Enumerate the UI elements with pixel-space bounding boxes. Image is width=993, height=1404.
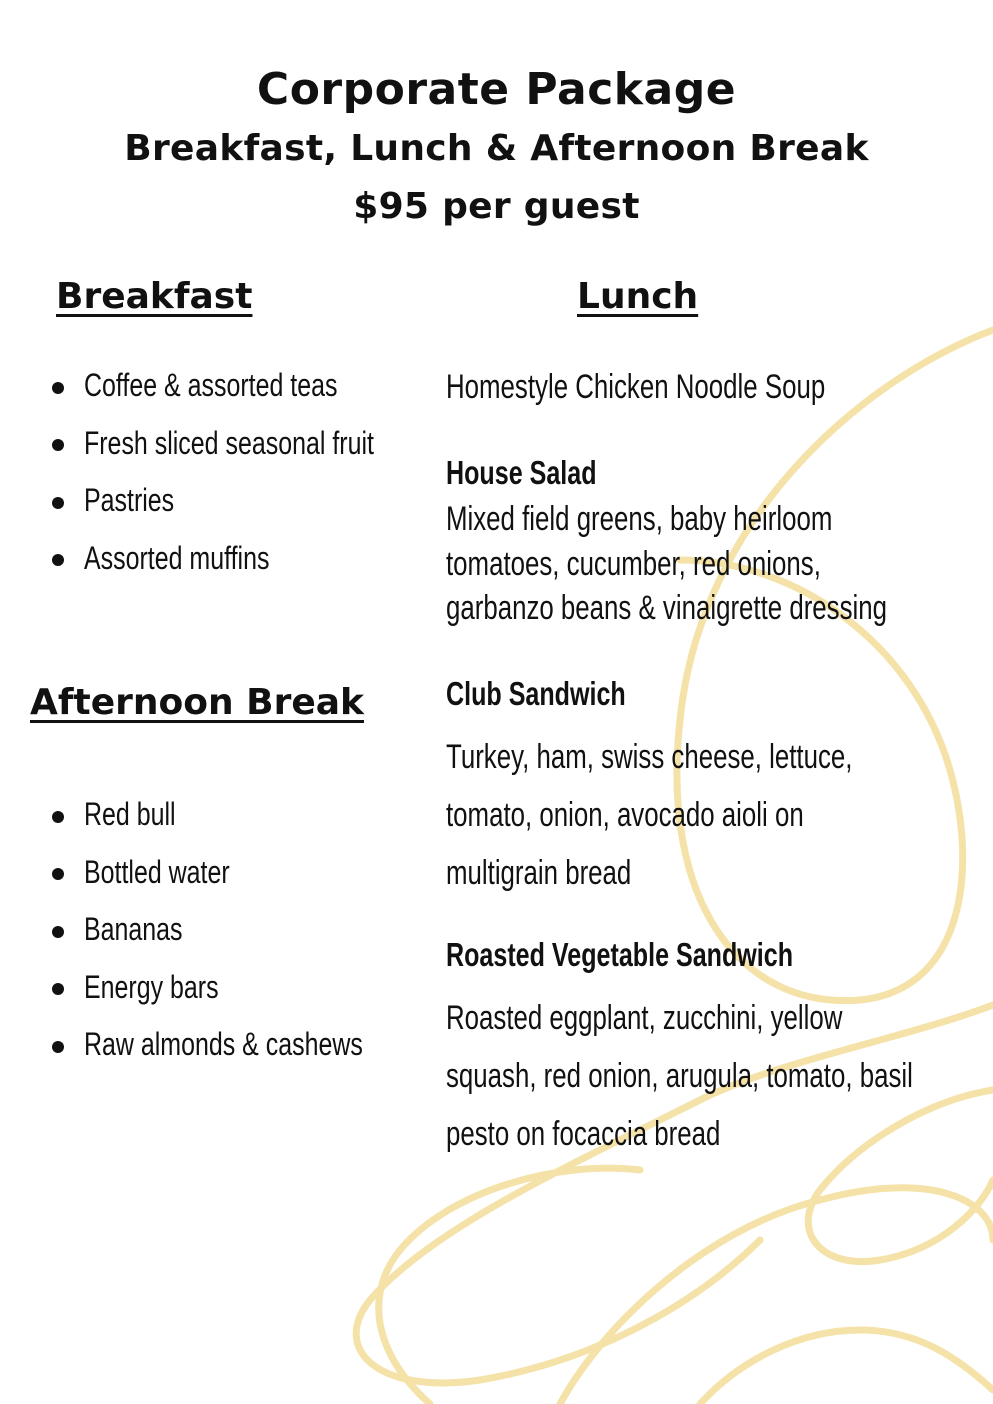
breakfast-list [48, 357, 456, 587]
description-line: tomatoes, cucumber, red onions, [446, 544, 821, 583]
page-title: Corporate Package [256, 64, 737, 115]
club-sandwich-description [446, 728, 852, 902]
list-item-text: Coffee & assorted teas [84, 367, 338, 403]
list-item-text: Red bull [84, 796, 176, 832]
breakfast-heading: Breakfast [56, 276, 253, 317]
roasted-vegetable-sandwich-description [446, 989, 913, 1163]
bullet-icon [52, 1041, 64, 1053]
afternoon-break-list [48, 786, 441, 1074]
list-item-text: Pastries [84, 482, 175, 518]
price-per-guest: $95 per guest [353, 186, 640, 227]
list-item-text: Assorted muffins [84, 539, 270, 576]
bullet-icon [52, 868, 64, 880]
list-item-text: Bananas [84, 911, 183, 947]
list-item [48, 530, 456, 588]
page-subtitle: Breakfast, Lunch & Afternoon Break [124, 128, 869, 169]
bullet-icon [52, 983, 64, 995]
description-line: tomato, onion, avocado aioli on [446, 796, 804, 834]
list-item [48, 901, 441, 959]
description-line: Mixed field greens, baby heirloom [446, 500, 833, 538]
bullet-icon [52, 554, 64, 566]
list-item [48, 472, 456, 530]
description-line: multigrain bread [446, 854, 632, 892]
soup-item: Homestyle Chicken Noodle Soup [446, 368, 826, 406]
bullet-icon [52, 382, 64, 394]
description-line: garbanzo beans & vinaigrette dressing [446, 589, 888, 627]
description-line: Roasted eggplant, zucchini, yellow [446, 999, 843, 1037]
list-item-text: Energy bars [84, 968, 219, 1005]
house-salad-title: House Salad [446, 454, 597, 491]
list-item [48, 415, 456, 473]
description-line: squash, red onion, arugula, tomato, basil [446, 1057, 913, 1095]
list-item-text: Bottled water [84, 853, 230, 890]
bullet-icon [52, 811, 64, 823]
list-item [48, 959, 441, 1017]
description-line: pesto on focaccia bread [446, 1115, 721, 1153]
list-item [48, 844, 441, 902]
bullet-icon [52, 926, 64, 938]
bullet-icon [52, 439, 64, 451]
description-line: Turkey, ham, swiss cheese, lettuce, [446, 738, 853, 776]
list-item [48, 786, 441, 844]
club-sandwich-title: Club Sandwich [446, 675, 626, 712]
house-salad-description [446, 497, 887, 631]
roasted-vegetable-sandwich-title: Roasted Vegetable Sandwich [446, 936, 794, 973]
afternoon-break-heading: Afternoon Break [30, 682, 365, 723]
bullet-icon [52, 497, 64, 509]
list-item [48, 1016, 441, 1074]
list-item-text: Fresh sliced seasonal fruit [84, 424, 374, 461]
list-item [48, 357, 456, 415]
lunch-heading: Lunch [577, 276, 699, 317]
list-item-text: Raw almonds & cashews [84, 1026, 363, 1062]
